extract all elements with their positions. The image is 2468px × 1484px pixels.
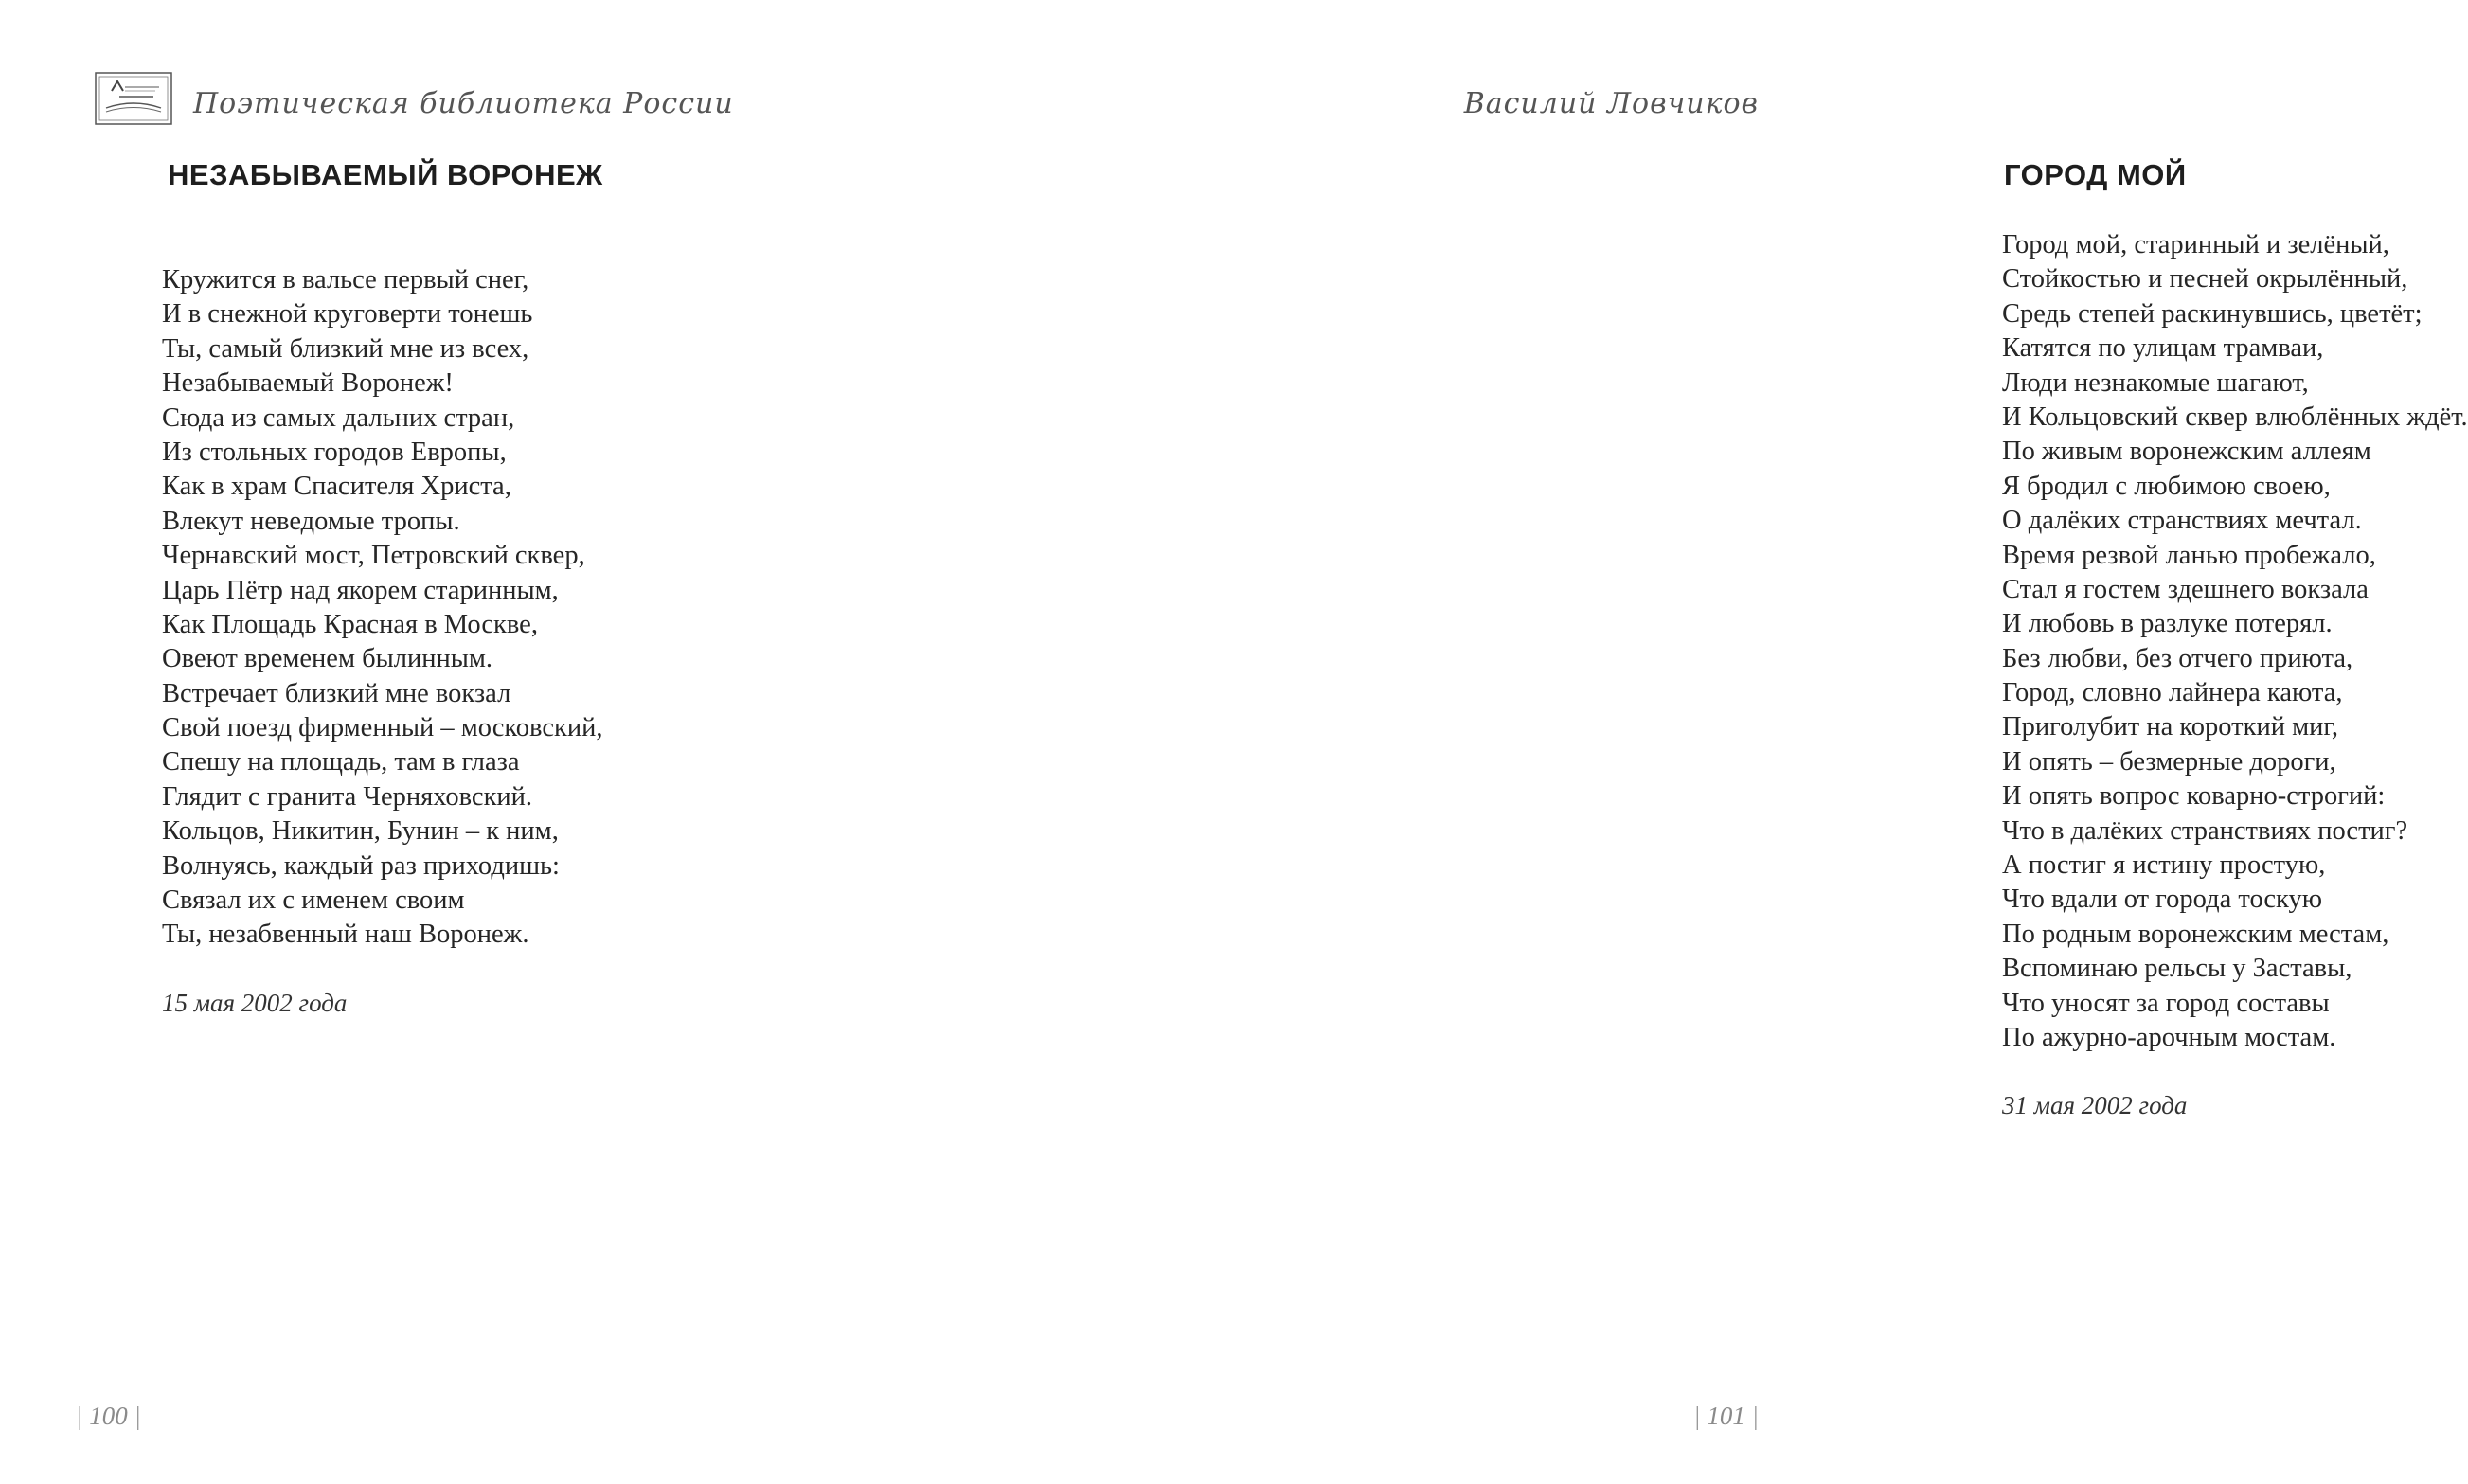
left-page (0, 0, 924, 1484)
poem-line: Волнуясь, каждый раз приходишь: (162, 850, 560, 881)
poem-line: Время резвой ланью пробежало, (2002, 540, 2376, 570)
folio-bar: | (76, 1402, 83, 1430)
folio-bar: | (1751, 1402, 1759, 1430)
poem-title: НЕЗАБЫВАЕМЫЙ ВОРОНЕЖ (168, 158, 603, 191)
poem-line: Связал их с именем своим (162, 885, 465, 916)
poem-line: Чернавский мост, Петровский сквер, (162, 541, 585, 571)
poem-text (2002, 228, 2468, 1055)
poem-line: Как Площадь Красная в Москве, (162, 609, 538, 639)
page-number (76, 1402, 141, 1431)
poem-line: Незабываемый Воронеж! (162, 368, 454, 399)
publisher-logo-icon (93, 70, 174, 127)
poem-line: Что в далёких странствиях постиг? (2002, 815, 2408, 846)
poem-date: 15 мая 2002 года (162, 989, 348, 1017)
poem-line: И Кольцовский сквер влюблённых ждёт. (2002, 402, 2468, 432)
poem-line: Стал я гостем здешнего вокзала (2002, 574, 2369, 604)
poem-line: Приголубит на короткий миг, (2002, 712, 2338, 742)
poem-line: Глядит с гранита Черняховский. (162, 781, 533, 812)
page-number (1693, 1402, 1759, 1431)
folio-bar: | (134, 1402, 141, 1430)
poem-line: Вспоминаю рельсы у Заставы, (2002, 954, 2352, 984)
poem-line: Как в храм Спасителя Христа, (162, 472, 511, 502)
poem-line: Что вдали от города тоскую (2002, 885, 2323, 915)
poem-line: Ты, незабвенный наш Воронеж. (162, 920, 529, 950)
poem-line: Без любви, без отчего приюта, (2002, 643, 2353, 673)
poem-line: Катятся по улицам трамваи, (2002, 333, 2324, 364)
poem-title: ГОРОД МОЙ (2004, 158, 2187, 191)
poem-line: По родным воронежским местам, (2002, 919, 2389, 949)
poem-line: Встречает близкий мне вокзал (162, 678, 511, 708)
running-head-author: Василий Ловчиков (1463, 87, 1759, 120)
poem-line: О далёких странствиях мечтал. (2002, 506, 2362, 536)
poem-line: Стойкостью и песней окрылённый, (2002, 264, 2408, 295)
poem-line: Ты, самый близкий мне из всех, (162, 333, 529, 364)
poem-line: Свой поезд фирменный – московский, (162, 713, 603, 743)
poem-line: А постиг я истину простую, (2002, 850, 2326, 881)
poem-line: Что уносят за город составы (2002, 988, 2330, 1018)
poem-line: Овеют временем былинным. (162, 644, 493, 674)
poem-line: Спешу на площадь, там в глаза (162, 747, 520, 778)
poem-date: 31 мая 2002 года (2002, 1091, 2188, 1119)
poem-line: И опять вопрос коварно-строгий: (2002, 781, 2386, 812)
poem-line: Влекут неведомые тропы. (162, 506, 460, 536)
poem-line: Город, словно лайнера каюта, (2002, 678, 2343, 708)
poem-line: И любовь в разлуке потерял. (2002, 609, 2333, 639)
poem-line: Из стольных городов Европы, (162, 437, 507, 467)
page-number-value: 100 (89, 1402, 128, 1430)
poem-line: Я бродил с любимою своею, (2002, 471, 2331, 501)
page-number-value: 101 (1707, 1402, 1745, 1430)
poem-text (162, 263, 602, 953)
poem-line: Кружится в вальсе первый снег, (162, 265, 529, 295)
folio-bar: | (1693, 1402, 1701, 1430)
poem-line: Город мой, старинный и зелёный, (2002, 230, 2389, 259)
poem-line: По ажурно-арочным мостам. (2002, 1022, 2336, 1052)
poem-line: Царь Пётр над якорем старинным, (162, 575, 559, 605)
poem-line: Сюда из самых дальних стран, (162, 402, 515, 433)
poem-line: По живым воронежским аллеям (2002, 437, 2371, 467)
poem-line: И опять – безмерные дороги, (2002, 746, 2336, 777)
poem-line: Люди незнакомые шагают, (2002, 367, 2309, 398)
poem-line: И в снежной круговерти тонешь (162, 299, 533, 330)
poem-line: Кольцов, Никитин, Бунин – к ним, (162, 816, 559, 847)
right-page (924, 0, 2468, 1484)
poem-line: Средь степей раскинувшись, цветёт; (2002, 298, 2423, 329)
running-head-series: Поэтическая библиотека России (193, 87, 734, 120)
